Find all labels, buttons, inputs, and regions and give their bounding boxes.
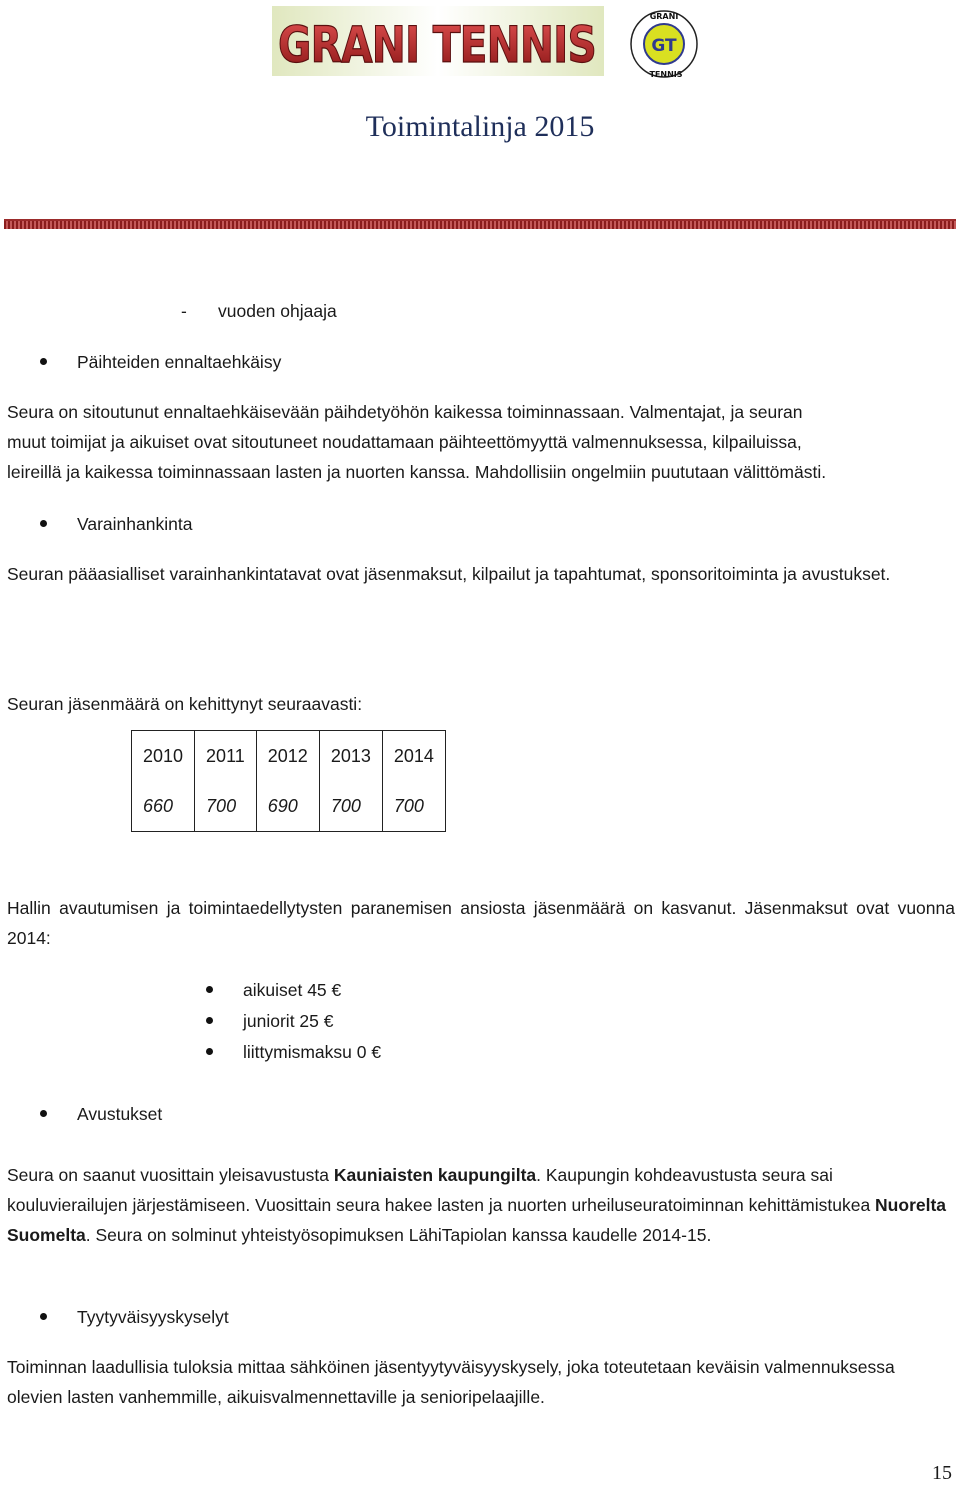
- bullet-icon: [206, 1048, 213, 1055]
- fee-item-juniors: juniorit 25 €: [243, 1011, 334, 1031]
- table-cell-year: 2010: [132, 731, 195, 782]
- logo-wordmark-text: GRANI TENNIS: [278, 16, 596, 74]
- paragraph-avustukset: [7, 1160, 955, 1250]
- page-number: 15: [932, 1462, 952, 1484]
- grani-tennis-logo: [272, 6, 604, 76]
- heading-tyytyvaisyys: Tyytyväisyyskyselyt: [77, 1307, 229, 1327]
- table-cell-year: 2014: [382, 731, 445, 782]
- avustukset-text-e: . Seura on solminut yhteistyösopimuksen LähiTapiolan kanssa kaudelle 2014-15.: [85, 1225, 712, 1245]
- membership-table: [131, 730, 446, 832]
- page-title: Toimintalinja 2015: [365, 110, 595, 143]
- gt-emblem: [628, 6, 702, 82]
- emblem-top-text: GRANI: [649, 12, 679, 21]
- table-cell-members: 700: [195, 781, 257, 832]
- bullet-icon: [40, 358, 47, 365]
- heading-paihde: Päihteiden ennaltaehkäisy: [77, 352, 282, 372]
- heading-varainhankinta: Varainhankinta: [77, 514, 193, 534]
- bullet-icon: [40, 520, 47, 527]
- table-cell-year: 2013: [319, 731, 382, 782]
- paragraph-hallin: Hallin avautumisen ja toimintaedellytysten paranemisen ansiosta jäsenmäärä on kasvanut. Jäsenmaksut ovat vuonna 2014:: [7, 898, 955, 948]
- table-cell-year: 2012: [256, 731, 319, 782]
- paragraph-paihde-line3b: Mahdollisiin ongelmiin puututaan välittömästi.: [474, 462, 827, 482]
- paragraph-jasenmaara: Seuran jäsenmäärä on kehittynyt seuraavasti:: [7, 694, 363, 714]
- emblem-gt-text: GT: [651, 36, 677, 56]
- header-rule: [4, 221, 956, 229]
- table-row-years: [132, 731, 446, 782]
- heading-avustukset: Avustukset: [77, 1104, 163, 1124]
- emblem-bottom-text: TENNIS: [649, 70, 683, 79]
- paragraph-paihde-line3: [7, 457, 826, 487]
- fee-item-adults: aikuiset 45 €: [243, 980, 342, 1000]
- bullet-icon: [40, 1313, 47, 1320]
- paragraph-paihde-line2: muut toimijat ja aikuiset ovat sitoutuneet noudattamaan päihteettömyyttä valmennuksessa, kilpailuissa,: [7, 432, 802, 452]
- avustukset-text-c: . Kaupungin kohdeavustusta seura sai kouluvierailujen järjestämiseen. Vuosittain seura hakee lasten ja nuorten urheiluseuratoiminnan kehittämistukea: [7, 1165, 876, 1215]
- paragraph-tyytyvaisyys: Toiminnan laadullisia tuloksia mittaa sähköinen jäsentyytyväisyyskysely, joka toteutetaan keväisin valmennuksessa olevien lasten vanhemmille, aikuisvalmennettaville ja senioripelaajille.: [7, 1357, 895, 1407]
- table-row-members: [132, 781, 446, 832]
- avustukset-text-a: Seura on saanut vuosittain yleisavustusta: [7, 1165, 334, 1185]
- bullet-icon: [206, 1017, 213, 1024]
- bullet-icon: [40, 1110, 47, 1117]
- bullet-icon: [206, 986, 213, 993]
- table-cell-members: 700: [382, 781, 445, 832]
- avustukset-nuori-suomi: Nuorelta Suomelta: [7, 1195, 947, 1245]
- list-item-vuoden-ohjaaja: vuoden ohjaaja: [218, 301, 337, 321]
- avustukset-kauniainen: Kauniaisten kaupungilta: [333, 1165, 537, 1185]
- paragraph-paihde-line1: Seura on sitoutunut ennaltaehkäisevään päihdetyöhön kaikessa toiminnassaan. Valmentajat, ja seuran: [7, 402, 803, 422]
- table-cell-members: 690: [256, 781, 319, 832]
- table-cell-members: 700: [319, 781, 382, 832]
- fee-item-joining: liittymismaksu 0 €: [243, 1042, 382, 1062]
- table-cell-members: 660: [132, 781, 195, 832]
- paragraph-paihde-line3a: leireillä ja kaikessa toiminnassaan lasten ja nuorten kanssa.: [7, 462, 471, 482]
- table-cell-year: 2011: [195, 731, 257, 782]
- dash-marker: -: [181, 301, 187, 321]
- paragraph-varainhankinta: Seuran pääasialliset varainhankintatavat ovat jäsenmaksut, kilpailut ja tapahtumat, sponsoritoiminta ja avustukset.: [7, 564, 891, 584]
